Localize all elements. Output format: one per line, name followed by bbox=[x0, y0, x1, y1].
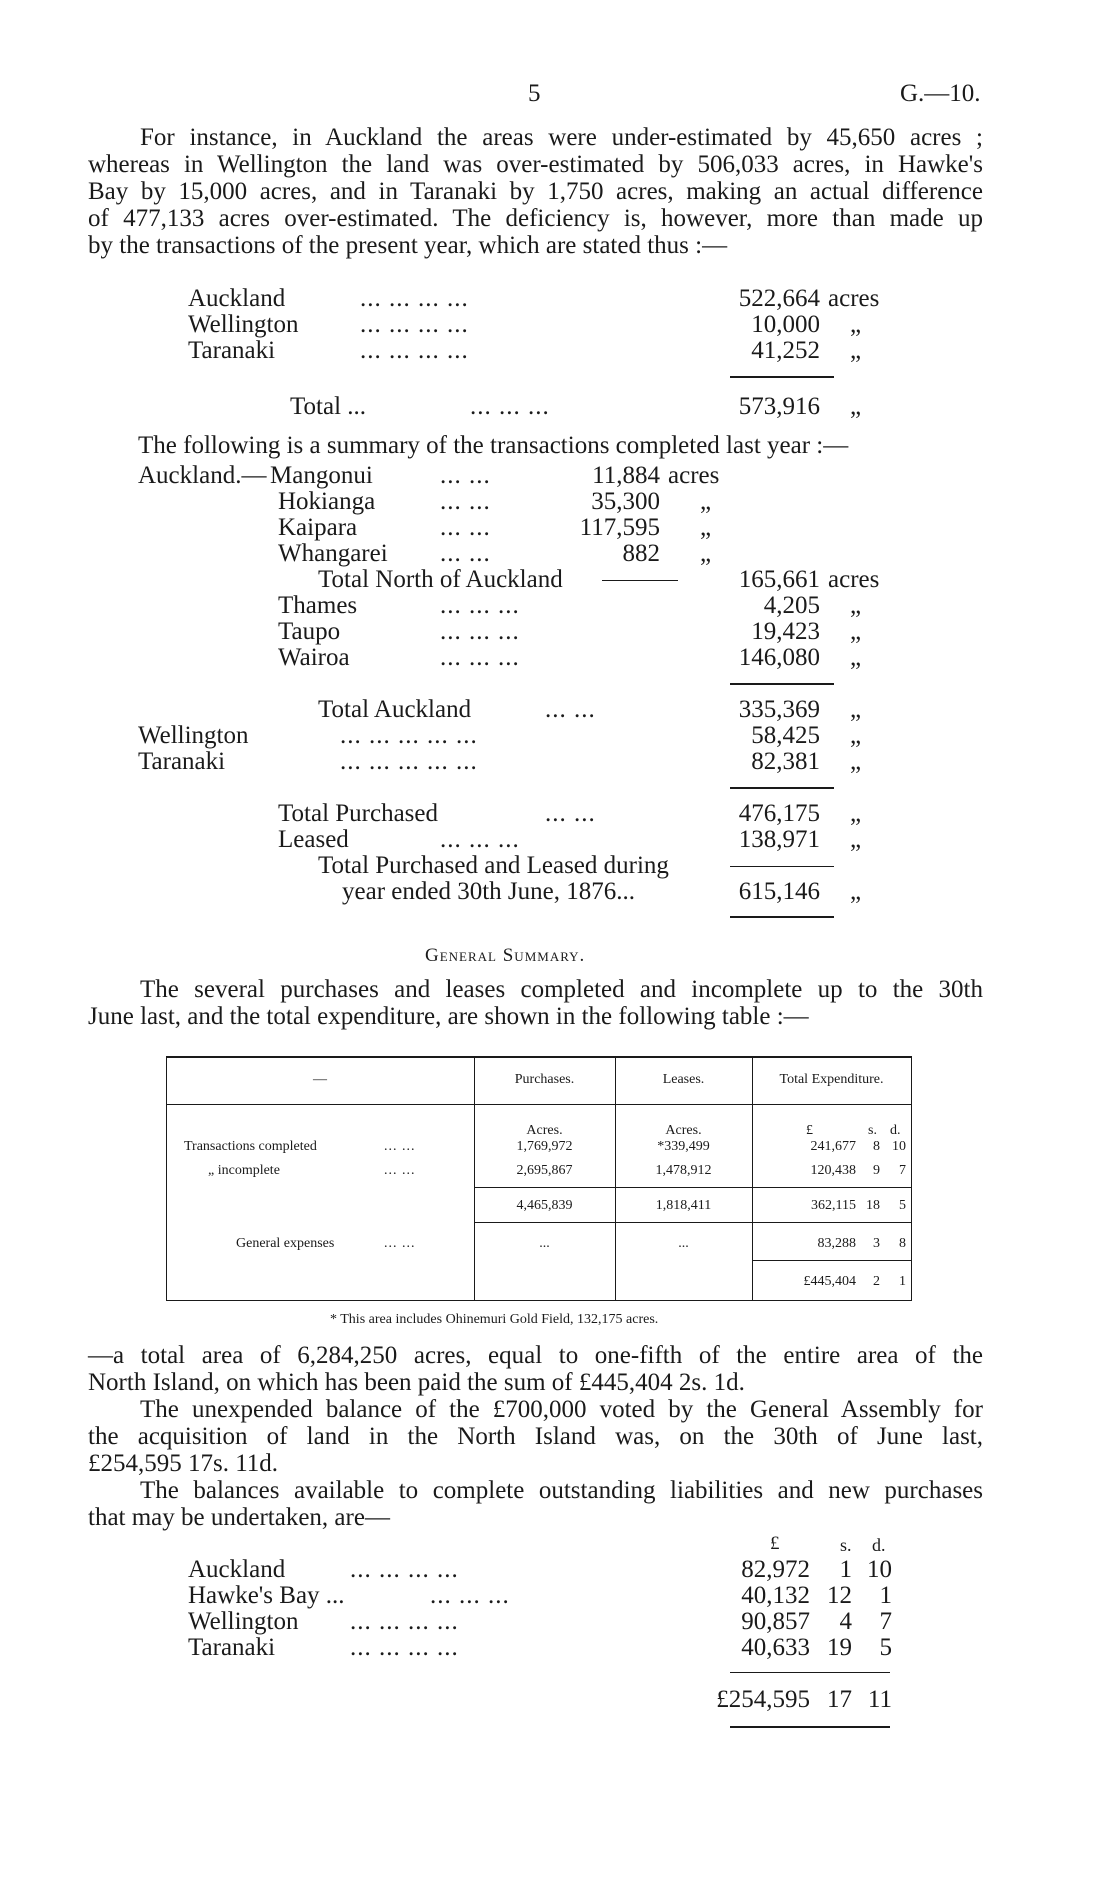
present-row-unit: „ bbox=[850, 337, 862, 364]
balance-row-pence: 1 bbox=[879, 1582, 892, 1609]
balance-row-pence: 5 bbox=[879, 1634, 892, 1661]
unit-acres-purchases: Acres. bbox=[526, 1123, 563, 1138]
unit-pounds: £ bbox=[806, 1123, 813, 1138]
table-row-pence: 10 bbox=[892, 1139, 906, 1154]
table-row-label: Transactions completed bbox=[184, 1139, 317, 1154]
balance-row-name: Wellington bbox=[188, 1608, 299, 1635]
leased-dots: ... ... ... bbox=[440, 826, 520, 853]
present-total-dots: ... ... ... bbox=[470, 393, 550, 420]
general-expenses-shillings: 3 bbox=[873, 1236, 880, 1251]
leased-label: Leased bbox=[278, 826, 349, 853]
balance-row-shillings: 1 bbox=[839, 1556, 852, 1583]
auckland-total-rule bbox=[730, 683, 834, 685]
balance-row-shillings: 4 bbox=[839, 1608, 852, 1635]
north-row-value: 11,884 bbox=[592, 462, 660, 489]
grand-total-label-line1: Total Purchased and Leased during bbox=[318, 852, 669, 879]
subtotal-rule bbox=[474, 1187, 911, 1188]
balance-row-name: Taranaki bbox=[188, 1634, 276, 1661]
general-expenses-label: General expenses bbox=[236, 1236, 335, 1251]
table-top-rule bbox=[166, 1056, 912, 1058]
north-row-unit: „ bbox=[700, 514, 712, 541]
closing-line: £254,595 17s. 11d. bbox=[88, 1450, 279, 1477]
balance-total-rule bbox=[730, 1672, 890, 1673]
north-row-unit: „ bbox=[700, 540, 712, 567]
balance-total-pounds: £254,595 bbox=[716, 1686, 810, 1713]
document-reference: G.—10. bbox=[900, 80, 981, 107]
subtotal-leases: 1,818,411 bbox=[655, 1198, 712, 1213]
total-auckland-value: 335,369 bbox=[738, 696, 820, 723]
north-row-dots: ... ... bbox=[440, 514, 491, 541]
table-row-pounds: 120,438 bbox=[810, 1163, 856, 1178]
table-bottom-rule bbox=[166, 1300, 912, 1301]
north-total-unit: acres bbox=[828, 566, 880, 593]
north-row-name: Hokianga bbox=[278, 488, 376, 515]
closing-line: —a total area of 6,284,250 acres, equal to one-fifth of the entire area of the bbox=[88, 1342, 983, 1369]
table-row-shillings: 8 bbox=[873, 1139, 880, 1154]
leased-value: 138,971 bbox=[738, 826, 820, 853]
intro-line: Bay by 15,000 acres, and in Taranaki by 1,750 acres, making an actual difference bbox=[88, 178, 983, 205]
total-auckland-label: Total Auckland bbox=[318, 696, 472, 723]
table-row-label: „ incomplete bbox=[208, 1163, 280, 1178]
subtotal-rule-bottom bbox=[474, 1222, 911, 1223]
balance-row-dots: ... ... ... ... bbox=[350, 1556, 459, 1583]
balance-unit-pence: d. bbox=[872, 1535, 886, 1555]
general-expenses-leases: ... bbox=[678, 1236, 689, 1251]
closing-line: that may be undertaken, are— bbox=[88, 1504, 390, 1531]
general-summary-line: The several purchases and leases completed and incomplete up to the 30th bbox=[140, 976, 983, 1003]
table-right-rule bbox=[911, 1056, 912, 1301]
total-purchased-value: 476,175 bbox=[738, 800, 820, 827]
balance-row-dots: ... ... ... ... bbox=[350, 1608, 459, 1635]
north-row-name: Mangonui bbox=[270, 462, 373, 489]
present-row-value: 10,000 bbox=[751, 311, 820, 338]
other-row-dots: ... ... ... bbox=[440, 618, 520, 645]
present-row-name: Wellington bbox=[188, 311, 299, 338]
intro-line: of 477,133 acres over-estimated. The deficiency is, however, more than made up bbox=[88, 205, 983, 232]
other-row-unit: „ bbox=[850, 618, 862, 645]
general-summary-title: General Summary. bbox=[425, 945, 586, 966]
table-row-leases: *339,499 bbox=[657, 1139, 710, 1154]
balance-total-rule-bottom bbox=[730, 1726, 890, 1728]
present-row-unit: „ bbox=[850, 311, 862, 338]
general-expenses-pounds: 83,288 bbox=[817, 1236, 856, 1251]
present-row-name: Auckland bbox=[188, 285, 286, 312]
grand-total-label-line2: year ended 30th June, 1876... bbox=[342, 878, 635, 905]
balance-row-pence: 7 bbox=[879, 1608, 892, 1635]
table-left-rule bbox=[166, 1056, 167, 1301]
present-row-unit: acres bbox=[828, 285, 880, 312]
purchased-total-rule bbox=[730, 787, 834, 789]
total-purchased-unit: „ bbox=[850, 800, 862, 827]
north-row-value: 117,595 bbox=[579, 514, 660, 541]
present-row-name: Taranaki bbox=[188, 337, 276, 364]
total-purchased-dots: ... ... bbox=[545, 800, 596, 827]
table-header-rule bbox=[166, 1104, 912, 1105]
general-summary-line: June last, and the total expenditure, are shown in the following table :— bbox=[88, 1003, 809, 1030]
province-unit: „ bbox=[850, 722, 862, 749]
general-expenses-purchases: ... bbox=[539, 1236, 550, 1251]
intro-line: by the transactions of the present year, which are stated thus :— bbox=[88, 232, 728, 259]
table-header-blank: — bbox=[313, 1072, 327, 1087]
table-row-purchases: 1,769,972 bbox=[516, 1139, 573, 1154]
total-purchased-label: Total Purchased bbox=[278, 800, 439, 827]
north-total-value: 165,661 bbox=[738, 566, 820, 593]
present-total-label: Total ... bbox=[290, 393, 367, 420]
table-header-expenditure: Total Expenditure. bbox=[779, 1072, 884, 1087]
summary-heading: The following is a summary of the transactions completed last year :— bbox=[138, 432, 849, 459]
north-row-dots: ... ... bbox=[440, 488, 491, 515]
north-total-label: Total North of Auckland bbox=[318, 566, 563, 593]
north-row-dots: ... ... bbox=[440, 462, 491, 489]
balance-row-name: Auckland bbox=[188, 1556, 286, 1583]
present-total-value: 573,916 bbox=[738, 393, 820, 420]
balance-row-pounds: 40,132 bbox=[741, 1582, 810, 1609]
general-summary-paragraph bbox=[88, 976, 983, 1030]
other-row-value: 146,080 bbox=[738, 644, 820, 671]
closing-line: The unexpended balance of the £700,000 voted by the General Assembly for bbox=[140, 1396, 983, 1423]
other-row-value: 19,423 bbox=[751, 618, 820, 645]
present-row-value: 41,252 bbox=[751, 337, 820, 364]
table-row-pounds: 241,677 bbox=[810, 1139, 856, 1154]
page-number: 5 bbox=[528, 80, 541, 107]
subtotal-pence: 5 bbox=[899, 1198, 906, 1213]
table-row-leases: 1,478,912 bbox=[655, 1163, 712, 1178]
intro-line: For instance, in Auckland the areas were under-estimated by 45,650 acres ; bbox=[140, 124, 983, 151]
grand-total-value: 615,146 bbox=[738, 878, 820, 905]
north-row-name: Whangarei bbox=[278, 540, 388, 567]
north-row-unit: „ bbox=[700, 488, 712, 515]
total-rule bbox=[730, 376, 834, 378]
present-row-value: 522,664 bbox=[738, 285, 820, 312]
grand-total-rule-bottom bbox=[730, 916, 834, 918]
other-row-name: Thames bbox=[278, 592, 358, 619]
other-row-dots: ... ... ... bbox=[440, 592, 520, 619]
leased-unit: „ bbox=[850, 826, 862, 853]
table-footnote: * This area includes Ohinemuri Gold Field, 132,175 acres. bbox=[330, 1312, 659, 1327]
table-total-pounds: £445,404 bbox=[803, 1274, 856, 1289]
other-row-value: 4,205 bbox=[763, 592, 820, 619]
closing-paragraph-1 bbox=[88, 1342, 983, 1396]
subtotal-pounds: 362,115 bbox=[811, 1198, 856, 1213]
province-unit: „ bbox=[850, 748, 862, 775]
grand-total-rule-top bbox=[730, 866, 834, 867]
province-dots: ... ... ... ... ... bbox=[340, 722, 478, 749]
balance-row-name: Hawke's Bay ... bbox=[188, 1582, 345, 1609]
other-row-unit: „ bbox=[850, 592, 862, 619]
total-auckland-dots: ... ... bbox=[545, 696, 596, 723]
table-header-purchases: Purchases. bbox=[514, 1072, 575, 1087]
province-name: Wellington bbox=[138, 722, 249, 749]
north-row-unit: acres bbox=[668, 462, 720, 489]
region-label: Auckland.— bbox=[138, 462, 267, 489]
province-dots: ... ... ... ... ... bbox=[340, 748, 478, 775]
other-row-name: Wairoa bbox=[278, 644, 350, 671]
table-row-shillings: 9 bbox=[873, 1163, 880, 1178]
present-row-dots: ... ... ... ... bbox=[360, 311, 469, 338]
unit-acres-leases: Acres. bbox=[665, 1123, 702, 1138]
present-total-unit: „ bbox=[850, 393, 862, 420]
balance-unit-shillings: s. bbox=[840, 1535, 852, 1555]
closing-line: The balances available to complete outstanding liabilities and new purchases bbox=[140, 1477, 983, 1504]
balance-row-dots: ... ... ... bbox=[430, 1582, 510, 1609]
unit-shillings: s. bbox=[868, 1123, 877, 1138]
balance-unit-pounds: £ bbox=[770, 1533, 780, 1554]
balance-total-shillings: 17 bbox=[827, 1686, 852, 1713]
north-total-dash bbox=[602, 580, 678, 581]
north-row-value: 35,300 bbox=[591, 488, 660, 515]
balance-row-shillings: 12 bbox=[827, 1582, 852, 1609]
closing-paragraph-3 bbox=[88, 1477, 983, 1531]
balance-row-pounds: 90,857 bbox=[741, 1608, 810, 1635]
unit-pence: d. bbox=[890, 1123, 901, 1138]
north-row-dots: ... ... bbox=[440, 540, 491, 567]
province-name: Taranaki bbox=[138, 748, 226, 775]
table-header-leases: Leases. bbox=[662, 1072, 705, 1087]
present-row-dots: ... ... ... ... bbox=[360, 285, 469, 312]
province-value: 58,425 bbox=[751, 722, 820, 749]
general-expenses-dots: ... ... bbox=[384, 1236, 416, 1251]
table-total-pence: 1 bbox=[899, 1274, 906, 1289]
balance-row-pounds: 40,633 bbox=[741, 1634, 810, 1661]
grand-total-unit: „ bbox=[850, 878, 862, 905]
closing-line: the acquisition of land in the North Island was, on the 30th of June last, bbox=[88, 1423, 983, 1450]
general-expenses-pence: 8 bbox=[899, 1236, 906, 1251]
present-row-dots: ... ... ... ... bbox=[360, 337, 469, 364]
balance-total-pence: 11 bbox=[867, 1686, 892, 1713]
province-value: 82,381 bbox=[751, 748, 820, 775]
closing-line: North Island, on which has been paid the sum of £445,404 2s. 1d. bbox=[88, 1369, 745, 1396]
balance-row-dots: ... ... ... ... bbox=[350, 1634, 459, 1661]
other-row-unit: „ bbox=[850, 644, 862, 671]
total-auckland-unit: „ bbox=[850, 696, 862, 723]
table-row-dots: ... ... bbox=[384, 1163, 416, 1178]
north-row-name: Kaipara bbox=[278, 514, 358, 541]
table-row-purchases: 2,695,867 bbox=[516, 1163, 573, 1178]
table-total-shillings: 2 bbox=[873, 1274, 880, 1289]
balance-row-shillings: 19 bbox=[827, 1634, 852, 1661]
other-row-name: Taupo bbox=[278, 618, 341, 645]
table-col-rule bbox=[752, 1056, 753, 1301]
table-row-dots: ... ... bbox=[384, 1139, 416, 1154]
other-row-dots: ... ... ... bbox=[440, 644, 520, 671]
closing-paragraph-2 bbox=[88, 1396, 983, 1477]
balance-row-pence: 10 bbox=[867, 1556, 892, 1583]
balance-row-pounds: 82,972 bbox=[741, 1556, 810, 1583]
north-row-value: 882 bbox=[622, 540, 660, 567]
subtotal-shillings: 18 bbox=[866, 1198, 880, 1213]
intro-line: whereas in Wellington the land was over-estimated by 506,033 acres, in Hawke's bbox=[88, 151, 983, 178]
table-row-pence: 7 bbox=[899, 1163, 906, 1178]
subtotal-purchases: 4,465,839 bbox=[516, 1198, 573, 1213]
intro-paragraph bbox=[88, 124, 983, 259]
general-rule bbox=[752, 1260, 911, 1261]
